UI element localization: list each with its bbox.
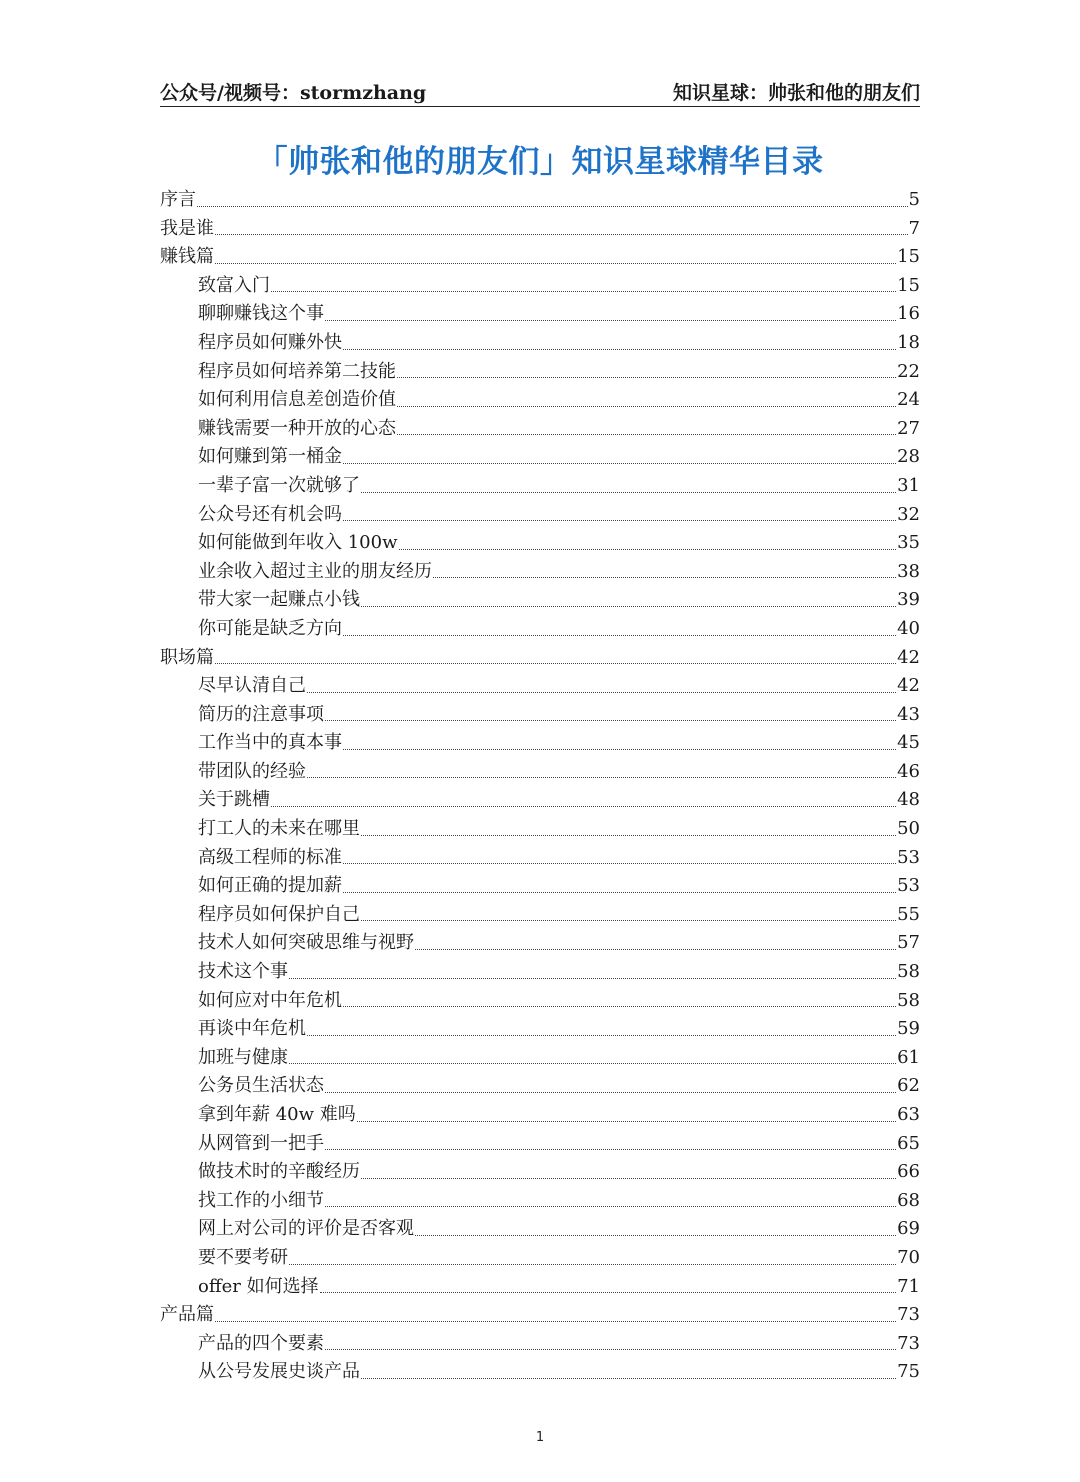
toc-dot-leader xyxy=(197,206,908,207)
toc-entry-label: 程序员如何培养第二技能 xyxy=(198,360,396,382)
toc-entry[interactable] xyxy=(160,786,920,815)
toc-entry-label: 如何利用信息差创造价值 xyxy=(198,389,396,411)
toc-entry-page: 73 xyxy=(897,1304,920,1326)
toc-dot-leader xyxy=(361,1378,896,1379)
toc-entry-page: 71 xyxy=(897,1275,920,1297)
toc-dot-leader xyxy=(343,1006,896,1007)
toc-entry[interactable] xyxy=(160,529,920,558)
toc-entry-page: 38 xyxy=(897,560,920,582)
toc-entry-page: 31 xyxy=(897,474,920,496)
toc-entry[interactable] xyxy=(160,1330,920,1359)
toc-dot-leader xyxy=(325,1149,896,1150)
toc-dot-leader xyxy=(361,606,896,607)
toc-entry[interactable] xyxy=(160,701,920,730)
toc-entry-label: 业余收入超过主业的朋友经历 xyxy=(198,560,432,582)
toc-entry-label: 产品的四个要素 xyxy=(198,1332,324,1354)
toc-entry-label: offer 如何选择 xyxy=(198,1275,319,1297)
toc-dot-leader xyxy=(343,635,896,636)
toc-entry-label: 从网管到一把手 xyxy=(198,1132,324,1154)
toc-section-entry[interactable] xyxy=(160,1301,920,1330)
toc-entry-label: 找工作的小细节 xyxy=(198,1189,324,1211)
toc-entry[interactable] xyxy=(160,501,920,530)
toc-dot-leader xyxy=(215,663,896,664)
toc-dot-leader xyxy=(343,892,896,893)
toc-entry-label: 关于跳槽 xyxy=(198,789,270,811)
toc-entry-page: 69 xyxy=(897,1218,920,1240)
toc-dot-leader xyxy=(325,720,896,721)
toc-section-entry[interactable] xyxy=(160,243,920,272)
toc-entry-label: 你可能是缺乏方向 xyxy=(198,617,342,639)
toc-entry[interactable] xyxy=(160,1015,920,1044)
toc-entry-page: 7 xyxy=(908,217,920,239)
toc-entry-label: 高级工程师的标准 xyxy=(198,846,342,868)
toc-entry-page: 35 xyxy=(897,532,920,554)
toc-dot-leader xyxy=(320,1292,896,1293)
toc-dot-leader xyxy=(415,949,896,950)
toc-entry[interactable] xyxy=(160,1244,920,1273)
toc-dot-leader xyxy=(215,234,908,235)
toc-entry-page: 55 xyxy=(897,903,920,925)
toc-entry-label: 如何赚到第一桶金 xyxy=(198,446,342,468)
toc-entry-label: 打工人的未来在哪里 xyxy=(198,818,360,840)
toc-entry-page: 28 xyxy=(897,446,920,468)
toc-entry[interactable] xyxy=(160,329,920,358)
toc-entry-page: 68 xyxy=(897,1189,920,1211)
toc-entry-label: 产品篇 xyxy=(160,1304,214,1326)
toc-entry-label: 加班与健康 xyxy=(198,1046,288,1068)
toc-entry[interactable] xyxy=(160,472,920,501)
toc-entry[interactable] xyxy=(160,358,920,387)
toc-dot-leader xyxy=(307,1035,896,1036)
toc-entry-page: 39 xyxy=(897,589,920,611)
toc-entry[interactable] xyxy=(160,415,920,444)
toc-entry[interactable] xyxy=(160,1158,920,1187)
toc-entry-page: 15 xyxy=(897,246,920,268)
toc-dot-leader xyxy=(325,1349,896,1350)
toc-entry-label: 程序员如何赚外快 xyxy=(198,331,342,353)
toc-entry-label: 赚钱篇 xyxy=(160,246,214,268)
toc-entry-label: 如何能做到年收入 100w xyxy=(198,532,398,554)
toc-entry-page: 42 xyxy=(897,646,920,668)
toc-entry[interactable] xyxy=(160,586,920,615)
toc-entry-label: 程序员如何保护自己 xyxy=(198,903,360,925)
toc-dot-leader xyxy=(343,463,896,464)
toc-dot-leader xyxy=(289,978,896,979)
toc-entry[interactable] xyxy=(160,1358,920,1387)
toc-entry-page: 24 xyxy=(897,389,920,411)
toc-entry-label: 序言 xyxy=(160,189,196,210)
toc-entry-label: 尽早认清自己 xyxy=(198,675,306,697)
toc-entry-page: 75 xyxy=(897,1361,920,1383)
toc-dot-leader xyxy=(325,1206,896,1207)
toc-entry-page: 42 xyxy=(897,675,920,697)
toc-entry-label: 要不要考研 xyxy=(198,1246,288,1268)
toc-entry-page: 22 xyxy=(897,360,920,382)
toc-entry[interactable] xyxy=(160,558,920,587)
toc-entry[interactable] xyxy=(160,815,920,844)
toc-entry-label: 做技术时的辛酸经历 xyxy=(198,1161,360,1183)
toc-entry-page: 50 xyxy=(897,818,920,840)
toc-entry[interactable] xyxy=(160,1101,920,1130)
toc-dot-leader xyxy=(343,520,896,521)
toc-entry[interactable] xyxy=(160,1072,920,1101)
toc-entry-page: 16 xyxy=(897,303,920,325)
toc-entry-label: 公务员生活状态 xyxy=(198,1075,324,1097)
toc-entry-label: 技术人如何突破思维与视野 xyxy=(198,932,414,954)
toc-dot-leader xyxy=(415,1235,896,1236)
toc-entry-label: 带团队的经验 xyxy=(198,760,306,782)
toc-entry-page: 40 xyxy=(897,617,920,639)
toc-entry-label: 赚钱需要一种开放的心态 xyxy=(198,417,396,439)
toc-entry-page: 57 xyxy=(897,932,920,954)
toc-entry[interactable] xyxy=(160,1215,920,1244)
toc-entry[interactable] xyxy=(160,987,920,1016)
toc-entry-label: 致富入门 xyxy=(198,274,270,296)
toc-entry[interactable] xyxy=(160,958,920,987)
toc-entry-label: 工作当中的真本事 xyxy=(198,732,342,754)
toc-dot-leader xyxy=(343,349,896,350)
toc-entry-page: 53 xyxy=(897,875,920,897)
toc-entry-page: 45 xyxy=(897,732,920,754)
toc-entry[interactable] xyxy=(160,729,920,758)
toc-entry[interactable] xyxy=(160,615,920,644)
toc-entry[interactable] xyxy=(160,300,920,329)
toc-entry-label: 再谈中年危机 xyxy=(198,1018,306,1040)
toc-dot-leader xyxy=(357,1121,896,1122)
toc-entry-page: 70 xyxy=(897,1246,920,1268)
toc-entry-label: 网上对公司的评价是否客观 xyxy=(198,1218,414,1240)
toc-entry-page: 5 xyxy=(908,189,920,210)
toc-entry-page: 66 xyxy=(897,1161,920,1183)
toc-entry-label: 职场篇 xyxy=(160,646,214,668)
toc-entry[interactable] xyxy=(160,1044,920,1073)
toc-entry[interactable] xyxy=(160,1273,920,1302)
header-right-text: 知识星球：帅张和他的朋友们 xyxy=(672,82,920,104)
toc-dot-leader xyxy=(271,806,896,807)
page-number: 1 xyxy=(535,1430,545,1445)
toc-entry-page: 32 xyxy=(897,503,920,525)
toc-dot-leader xyxy=(307,777,896,778)
toc-entry-page: 27 xyxy=(897,417,920,439)
toc-dot-leader xyxy=(289,1264,896,1265)
toc-section-entry[interactable] xyxy=(160,215,920,244)
toc-dot-leader xyxy=(215,263,896,264)
toc-dot-leader xyxy=(361,1178,896,1179)
toc-entry-page: 15 xyxy=(897,274,920,296)
toc-entry-page: 59 xyxy=(897,1018,920,1040)
toc-entry-label: 公众号还有机会吗 xyxy=(198,503,342,525)
toc-entry-page: 62 xyxy=(897,1075,920,1097)
toc-entry-page: 65 xyxy=(897,1132,920,1154)
toc-section-entry[interactable] xyxy=(160,644,920,673)
toc-entry-label: 带大家一起赚点小钱 xyxy=(198,589,360,611)
toc-dot-leader xyxy=(215,1321,896,1322)
toc-entry[interactable] xyxy=(160,672,920,701)
toc-entry-label: 简历的注意事项 xyxy=(198,703,324,725)
toc-dot-leader xyxy=(271,291,896,292)
toc-entry[interactable] xyxy=(160,758,920,787)
toc-entry[interactable] xyxy=(160,386,920,415)
document-title: 「帅张和他的朋友们」知识星球精华目录 xyxy=(256,144,824,180)
toc-dot-leader xyxy=(397,377,896,378)
toc-entry-page: 18 xyxy=(897,331,920,353)
toc-dot-leader xyxy=(361,492,896,493)
toc-entry[interactable] xyxy=(160,443,920,472)
table-of-contents xyxy=(160,186,920,1387)
toc-entry[interactable] xyxy=(160,1187,920,1216)
toc-entry-label: 技术这个事 xyxy=(198,961,288,983)
page-header xyxy=(160,74,920,107)
toc-entry-page: 58 xyxy=(897,961,920,983)
toc-entry-label: 如何应对中年危机 xyxy=(198,989,342,1011)
toc-entry-label: 聊聊赚钱这个事 xyxy=(198,303,324,325)
toc-dot-leader xyxy=(361,920,896,921)
toc-dot-leader xyxy=(399,549,897,550)
toc-entry-page: 73 xyxy=(897,1332,920,1354)
toc-section-entry[interactable] xyxy=(160,186,920,215)
toc-dot-leader xyxy=(325,1092,896,1093)
toc-dot-leader xyxy=(343,749,896,750)
toc-dot-leader xyxy=(361,835,896,836)
toc-entry-label: 我是谁 xyxy=(160,217,214,239)
toc-entry-page: 58 xyxy=(897,989,920,1011)
header-left-text: 公众号/视频号：stormzhang xyxy=(160,82,427,104)
toc-dot-leader xyxy=(289,1063,896,1064)
toc-entry-page: 61 xyxy=(897,1046,920,1068)
toc-entry-page: 63 xyxy=(897,1104,920,1125)
toc-dot-leader xyxy=(325,320,896,321)
toc-entry[interactable] xyxy=(160,929,920,958)
toc-dot-leader xyxy=(397,406,896,407)
toc-dot-leader xyxy=(397,434,896,435)
toc-entry[interactable] xyxy=(160,872,920,901)
toc-entry-page: 43 xyxy=(897,703,920,725)
toc-entry-label: 从公号发展史谈产品 xyxy=(198,1361,360,1383)
toc-entry-page: 46 xyxy=(897,760,920,782)
toc-entry[interactable] xyxy=(160,1130,920,1159)
toc-entry-label: 一辈子富一次就够了 xyxy=(198,474,360,496)
toc-dot-leader xyxy=(307,692,896,693)
toc-entry-page: 53 xyxy=(897,846,920,868)
toc-entry-label: 拿到年薪 40w 难吗 xyxy=(198,1104,356,1125)
toc-dot-leader xyxy=(343,863,896,864)
toc-entry[interactable] xyxy=(160,272,920,301)
toc-entry-label: 如何正确的提加薪 xyxy=(198,875,342,897)
toc-entry[interactable] xyxy=(160,844,920,873)
toc-entry[interactable] xyxy=(160,901,920,930)
toc-dot-leader xyxy=(433,577,896,578)
toc-entry-page: 48 xyxy=(897,789,920,811)
